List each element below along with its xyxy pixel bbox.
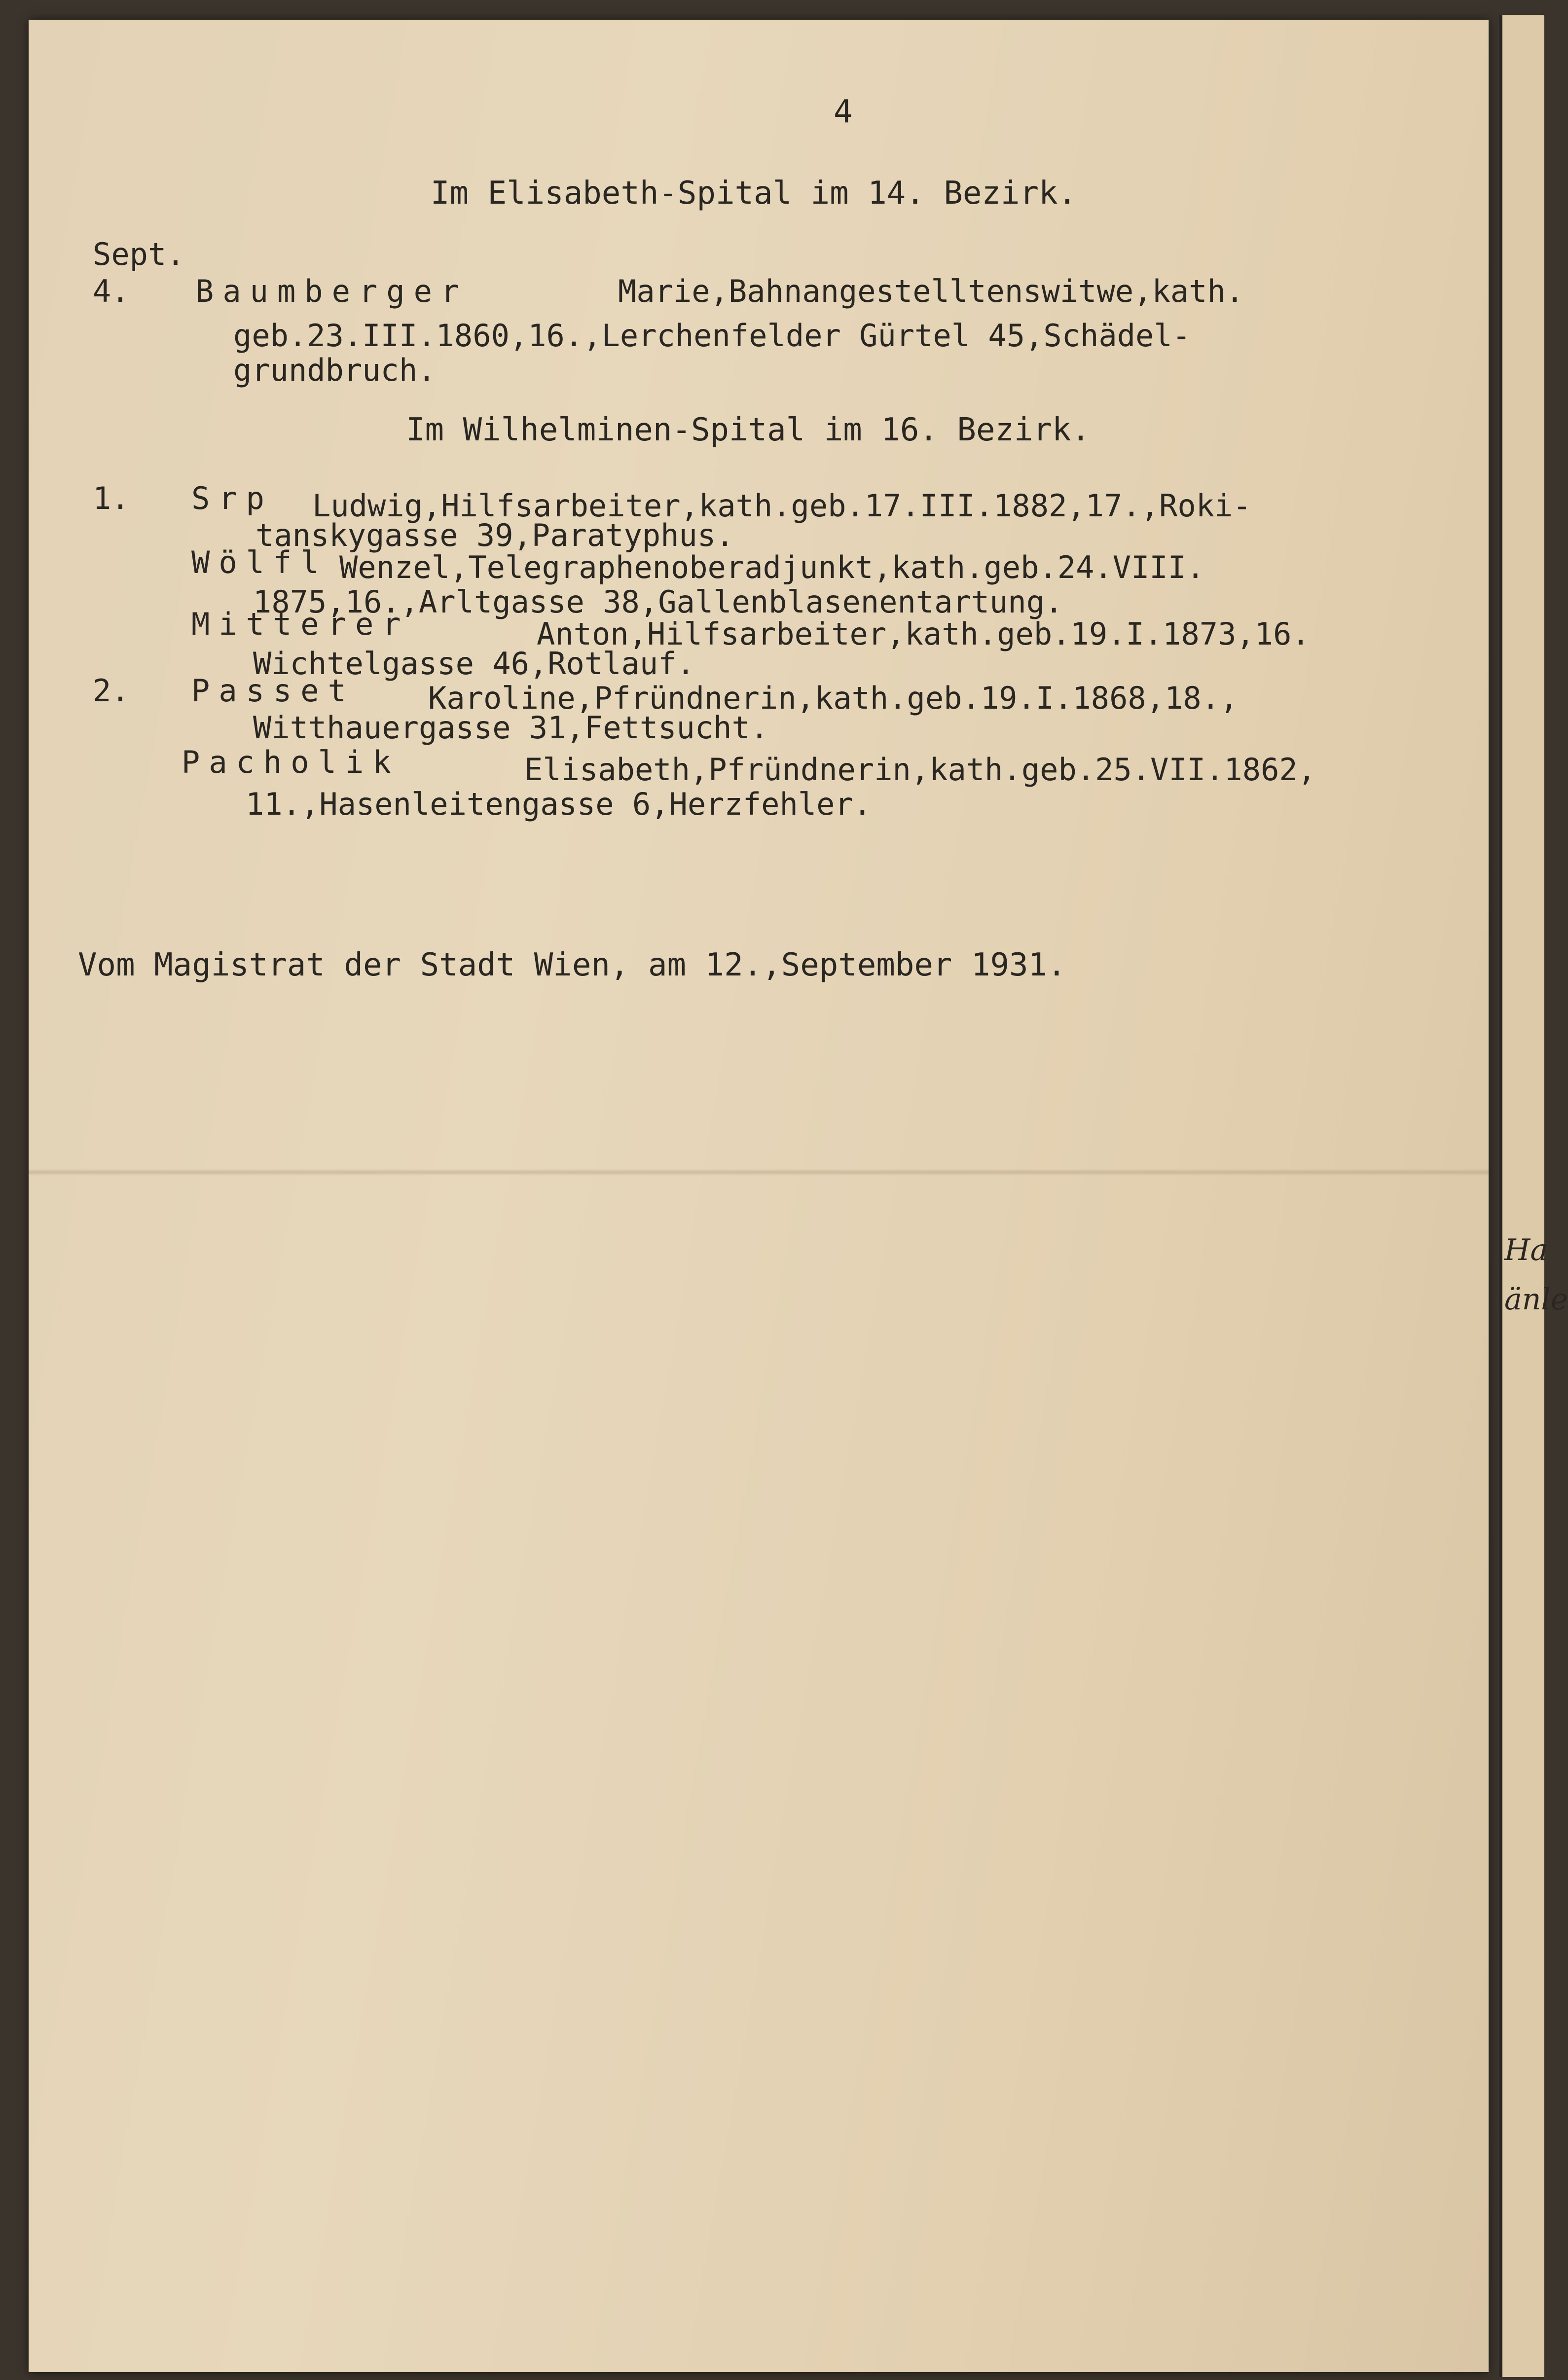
section-heading-wilhelminen-spital: Im Wilhelminen-Spital im 16. Bezirk. (406, 412, 1091, 448)
entry-surname: Mitterer (191, 606, 410, 642)
page-number: 4 (834, 94, 853, 130)
entry-line: Anton,Hilfsarbeiter,kath.geb.19.I.1873,16. (537, 616, 1310, 652)
entry-surname: Pacholik (182, 744, 400, 780)
entry-line: Ludwig,Hilfsarbeiter,kath.geb.17.III.1882,17.,Roki- (312, 488, 1251, 524)
entry-surname: Wölfl (191, 544, 328, 580)
entry-line: Wenzel,Telegraphenoberadjunkt,kath.geb.24.VIII. (339, 549, 1205, 585)
entry-surname: Passet (191, 673, 355, 709)
entry-line: Karoline,Pfründnerin,kath.geb.19.I.1868,18., (428, 680, 1239, 716)
adjacent-page-edge (1499, 15, 1544, 2377)
entry-line: geb.23.III.1860,16.,Lerchenfelder Gürtel 45,Schädel- (233, 318, 1191, 354)
entry-line: 11.,Hasenleitengasse 6,Herzfehler. (246, 786, 872, 822)
entry-line: Witthauergasse 31,Fettsucht. (253, 710, 769, 746)
entry-line: 1875,16.,Arltgasse 38,Gallenblasenentartung. (253, 584, 1063, 620)
adjacent-handwriting-2: änle (1504, 1282, 1568, 1317)
entry-surname: Baumberger (195, 273, 469, 309)
section-heading-elisabeth-spital: Im Elisabeth-Spital im 14. Bezirk. (431, 175, 1077, 212)
closing-line: Vom Magistrat der Stadt Wien, am 12.,September 1931. (78, 947, 1066, 983)
adjacent-handwriting-1: Ha (1504, 1233, 1548, 1267)
entry-line: Marie,Bahnangestelltenswitwe,kath. (618, 273, 1244, 309)
entry-surname: Srp (191, 480, 273, 516)
entry-day: 4. (93, 273, 130, 309)
entry-line: Wichtelgasse 46,Rotlauf. (253, 646, 695, 682)
month-label: Sept. (93, 236, 185, 272)
entry-day: 1. (93, 480, 130, 516)
page-fold (29, 1169, 1489, 1176)
entry-line: tanskygasse 39,Paratyphus. (255, 517, 734, 553)
entry-line: Elisabeth,Pfründnerin,kath.geb.25.VII.1862, (524, 752, 1316, 788)
entry-day: 2. (93, 673, 130, 709)
document-page (29, 20, 1489, 2372)
entry-line: grundbruch. (233, 352, 436, 388)
